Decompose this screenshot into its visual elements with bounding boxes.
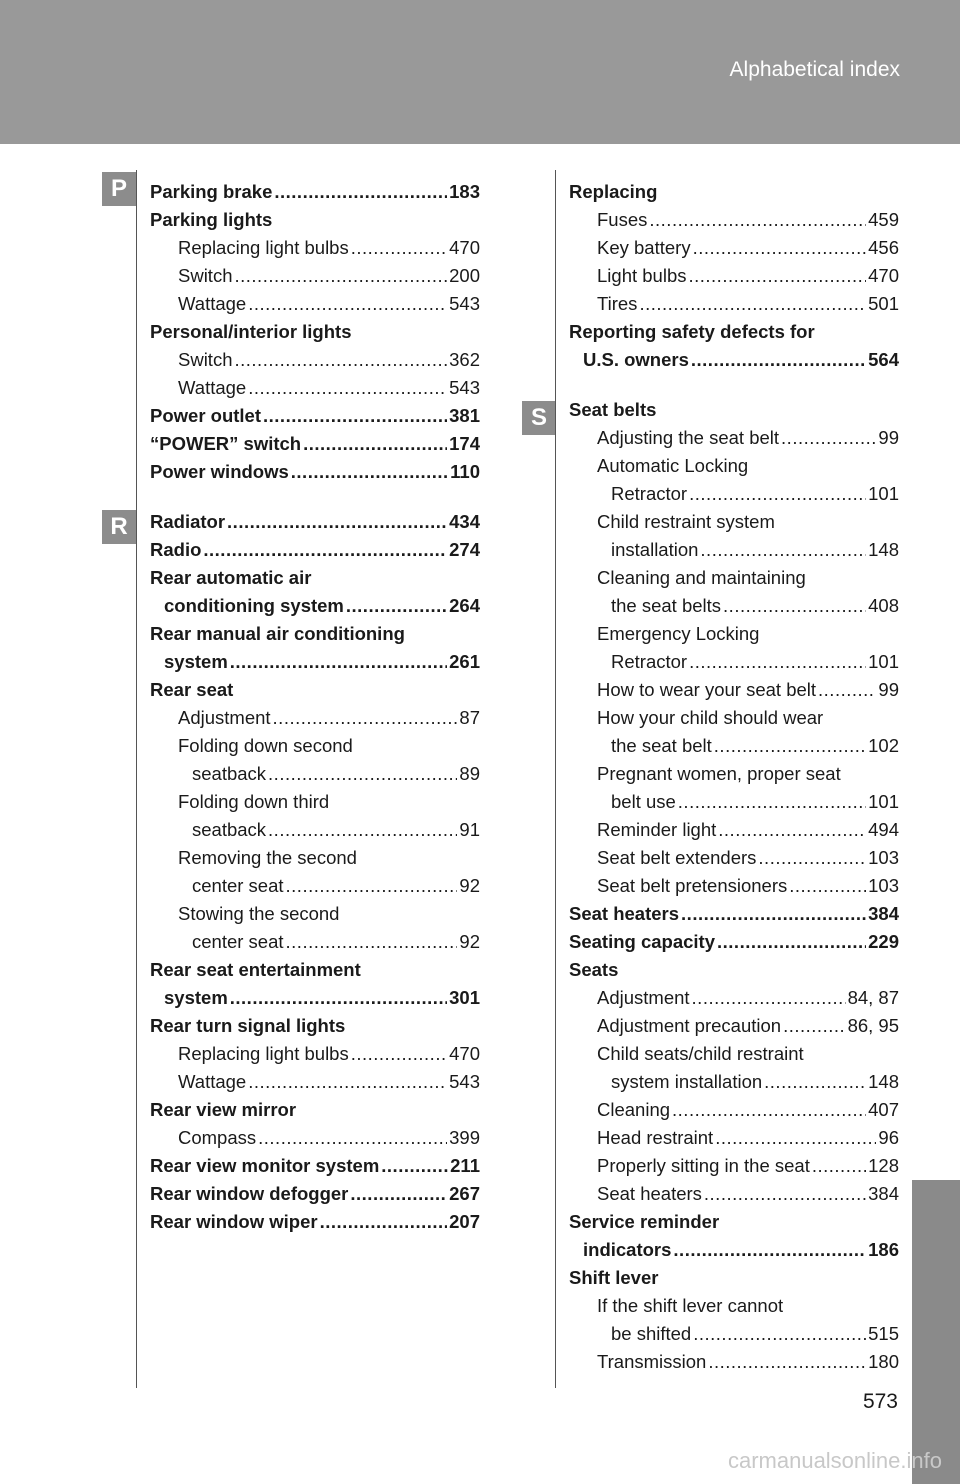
entry-page: 86, 95 [847,1015,899,1036]
leader-dots [649,206,866,234]
left-divider [136,170,137,1388]
entry-label: Replacing light bulbs [178,1043,349,1064]
index-entry [569,234,899,262]
entry-label: Transmission [597,1351,707,1372]
entry-page: 92 [459,875,480,896]
index-entry [150,984,480,1012]
index-entry [569,1152,899,1180]
entry-page: 261 [449,651,480,672]
entry-page: 89 [459,763,480,784]
leader-dots [818,676,876,704]
entry-label: Removing the second [178,847,357,868]
index-entry [569,206,899,234]
index-entry [569,1348,899,1376]
index-entry [150,262,480,290]
entry-label: Rear turn signal lights [150,1015,346,1036]
index-entry [569,262,899,290]
entry-label: How your child should wear [597,707,824,728]
entry-page: 267 [449,1183,480,1204]
index-column-left [150,178,480,1236]
entry-label: Head restraint [597,1127,714,1148]
index-entry [150,346,480,374]
leader-dots [672,1096,866,1124]
entry-label: Power windows [150,461,289,482]
index-entry [569,1180,899,1208]
entry-page: 92 [459,931,480,952]
leader-dots [268,760,457,788]
entry-label: Retractor [611,483,688,504]
entry-page: 384 [868,903,899,924]
entry-label: Seat belt pretensioners [597,875,788,896]
index-entry [569,290,899,318]
entry-page: 470 [868,265,899,286]
entry-label: belt use [611,791,676,812]
entry-page: 211 [450,1155,480,1176]
entry-label: Wattage [178,377,247,398]
index-entry [569,760,899,788]
entry-page: 110 [450,461,480,482]
leader-dots [248,1068,447,1096]
index-entry [569,620,899,648]
entry-label: Rear manual air conditioning [150,623,405,644]
entry-page: 174 [449,433,480,454]
index-entry [150,402,480,430]
leader-dots [263,402,447,430]
entry-label: be shifted [611,1323,692,1344]
leader-dots [286,928,458,956]
index-entry [569,508,899,536]
letter-tab-r: R [102,510,136,544]
index-entry [569,788,899,816]
index-entry [569,1320,899,1348]
entry-label: Emergency Locking [597,623,760,644]
leader-dots [693,1320,866,1348]
index-entry [569,704,899,732]
entry-page: 543 [449,1071,480,1092]
entry-label: Parking brake [150,181,273,202]
index-entry [569,424,899,452]
entry-label: Fuses [597,209,648,230]
index-entry [150,1068,480,1096]
entry-label: center seat [192,875,284,896]
entry-page: 434 [449,511,480,532]
entry-page: 564 [868,349,899,370]
index-entry [569,648,899,676]
entry-label: Key battery [597,237,691,258]
entry-label: How to wear your seat belt [597,679,817,700]
entry-page: 362 [449,349,480,370]
leader-dots [704,1180,866,1208]
leader-dots [235,346,448,374]
entry-page: 102 [868,735,899,756]
index-entry [150,676,480,704]
entry-page: 543 [449,377,480,398]
leader-dots [723,592,866,620]
leader-dots [718,816,866,844]
entry-label: Seat belts [569,399,657,420]
leader-dots [350,1180,447,1208]
leader-dots [715,1124,876,1152]
page-header [0,0,960,144]
entry-label: Adjusting the seat belt [597,427,780,448]
index-entry [150,872,480,900]
leader-dots [783,1012,845,1040]
entry-label: system [164,987,228,1008]
index-entry [569,592,899,620]
entry-page: 101 [868,483,899,504]
entry-page: 207 [449,1211,480,1232]
leader-dots [688,262,866,290]
index-entry [569,816,899,844]
entry-page: 84, 87 [847,987,899,1008]
leader-dots [689,480,866,508]
entry-page: 515 [868,1323,899,1344]
entry-page: 87 [459,707,480,728]
index-entry [569,346,899,374]
entry-page: 99 [878,427,899,448]
leader-dots [248,290,447,318]
entry-label: Radiator [150,511,226,532]
entry-page: 399 [449,1127,480,1148]
entry-page: 264 [449,595,480,616]
entry-page: 407 [868,1099,899,1120]
entry-label: Adjustment [178,707,271,728]
index-entry [150,1152,480,1180]
index-entry [569,1068,899,1096]
leader-dots [717,928,866,956]
index-entry [569,732,899,760]
entry-label: indicators [583,1239,672,1260]
leader-dots [381,1152,448,1180]
entry-label: Automatic Locking [597,455,749,476]
entry-page: 103 [868,875,899,896]
entry-page: 99 [878,679,899,700]
entry-label: Pregnant women, proper seat [597,763,841,784]
entry-label: Radio [150,539,202,560]
section-title: Alphabetical index [729,58,900,81]
leader-dots [764,1068,866,1096]
entry-label: Replacing [569,181,658,202]
entry-page: 128 [868,1155,899,1176]
leader-dots [230,648,447,676]
entry-label: Rear seat [150,679,234,700]
entry-label: Parking lights [150,209,273,230]
leader-dots [320,1208,448,1236]
leader-dots [812,1152,866,1180]
index-entry [150,234,480,262]
entry-label: Switch [178,265,233,286]
index-entry [569,1264,899,1292]
entry-label: Stowing the second [178,903,340,924]
leader-dots [692,984,846,1012]
index-entry [150,206,480,234]
entry-label: system [164,651,228,672]
index-entry [150,900,480,928]
leader-dots [781,424,876,452]
entry-label: Adjustment [597,987,690,1008]
index-entry [569,872,899,900]
leader-dots [258,1124,447,1152]
leader-dots [268,816,457,844]
index-entry [150,788,480,816]
entry-label: Child seats/child restraint [597,1043,804,1064]
entry-page: 470 [449,1043,480,1064]
leader-dots [351,234,447,262]
leader-dots [714,732,866,760]
entry-label: Rear window defogger [150,1183,349,1204]
index-entry [150,1208,480,1236]
entry-page: 183 [449,181,480,202]
index-entry [150,536,480,564]
entry-page: 103 [868,847,899,868]
leader-dots [758,844,866,872]
entry-label: Adjustment precaution [597,1015,782,1036]
leader-dots [639,290,866,318]
entry-label: Personal/interior lights [150,321,352,342]
index-entry [150,1180,480,1208]
entry-label: Shift lever [569,1267,659,1288]
entry-page: 301 [449,987,480,1008]
leader-dots [681,900,866,928]
entry-page: 384 [868,1183,899,1204]
leader-dots [789,872,866,900]
index-entry [150,1040,480,1068]
index-entry [150,956,480,984]
leader-dots [273,704,458,732]
index-entry [150,430,480,458]
index-entry [569,318,899,346]
entry-label: Light bulbs [597,265,687,286]
index-entry [569,452,899,480]
index-entry [150,458,480,486]
entry-page: 96 [878,1127,899,1148]
entry-label: the seat belt [611,735,712,756]
leader-dots [351,1040,447,1068]
index-entry [569,1236,899,1264]
entry-page: 470 [449,237,480,258]
index-entry [150,318,480,346]
leader-dots [303,430,447,458]
entry-label: Rear view monitor system [150,1155,380,1176]
index-entry [569,1208,899,1236]
entry-label: seatback [192,819,267,840]
leader-dots [230,984,447,1012]
index-entry [150,928,480,956]
entry-label: Service reminder [569,1211,720,1232]
letter-tab-s: S [522,401,556,435]
index-entry [150,592,480,620]
entry-label: Properly sitting in the seat [597,1155,810,1176]
index-entry [569,984,899,1012]
entry-label: Seat belt extenders [597,847,757,868]
index-entry [150,732,480,760]
entry-label: Cleaning and maintaining [597,567,806,588]
entry-page: 408 [868,595,899,616]
entry-label: the seat belts [611,595,722,616]
entry-page: 459 [868,209,899,230]
entry-label: Tires [597,293,638,314]
index-entry [150,1012,480,1040]
index-entry [569,1040,899,1068]
entry-label: conditioning system [164,595,344,616]
entry-page: 456 [868,237,899,258]
leader-dots [274,178,447,206]
entry-page: 186 [868,1239,899,1260]
entry-label: “POWER” switch [150,433,302,454]
entry-page: 381 [449,405,480,426]
leader-dots [203,536,447,564]
watermark: carmanualsonline.info [727,1448,942,1473]
leader-dots [693,234,867,262]
index-entry [150,374,480,402]
index-entry [569,900,899,928]
entry-page: 180 [868,1351,899,1372]
entry-label: If the shift lever cannot [597,1295,784,1316]
chapter-side-tab [912,1180,960,1484]
entry-label: Folding down third [178,791,330,812]
entry-label: Rear automatic air [150,567,312,588]
index-entry [569,844,899,872]
index-entry [569,564,899,592]
index-entry [569,1012,899,1040]
entry-label: Power outlet [150,405,262,426]
leader-dots [689,648,866,676]
leader-dots [673,1236,866,1264]
entry-label: Retractor [611,651,688,672]
index-entry [569,1292,899,1320]
entry-page: 101 [868,651,899,672]
leader-dots [708,1348,866,1376]
entry-page: 91 [459,819,480,840]
index-entry [150,508,480,536]
entry-label: Folding down second [178,735,353,756]
leader-dots [227,508,447,536]
index-entry [569,1096,899,1124]
index-entry [569,956,899,984]
leader-dots [248,374,447,402]
leader-dots [700,536,866,564]
entry-label: Rear view mirror [150,1099,297,1120]
leader-dots [235,262,448,290]
entry-page: 200 [449,265,480,286]
entry-label: Replacing light bulbs [178,237,349,258]
index-column-right [569,178,899,1376]
center-divider [555,170,556,1388]
entry-page: 274 [449,539,480,560]
entry-label: Compass [178,1127,257,1148]
leader-dots [346,592,447,620]
leader-dots [691,346,866,374]
entry-label: Child restraint system [597,511,775,532]
index-entry [569,396,899,424]
entry-label: Wattage [178,1071,247,1092]
leader-dots [291,458,448,486]
entry-page: 101 [868,791,899,812]
index-entry [150,1096,480,1124]
letter-tab-p: P [102,172,136,206]
entry-label: Rear window wiper [150,1211,318,1232]
entry-label: Seat heaters [569,903,680,924]
index-entry [150,178,480,206]
index-entry [150,704,480,732]
entry-page: 148 [868,539,899,560]
index-entry [150,760,480,788]
entry-label: Reporting safety defects for [569,321,815,342]
entry-label: Switch [178,349,233,370]
entry-page: 229 [868,931,899,952]
entry-label: Cleaning [597,1099,671,1120]
entry-page: 543 [449,293,480,314]
entry-label: installation [611,539,699,560]
index-entry [150,564,480,592]
index-entry [150,648,480,676]
index-entry [150,844,480,872]
entry-label: Seats [569,959,619,980]
index-entry [569,928,899,956]
entry-page: 494 [868,819,899,840]
entry-label: Rear seat entertainment [150,959,361,980]
entry-label: center seat [192,931,284,952]
entry-label: Seat heaters [597,1183,702,1204]
entry-label: seatback [192,763,267,784]
entry-label: U.S. owners [583,349,689,370]
index-entry [150,1124,480,1152]
leader-dots [678,788,866,816]
index-entry [569,1124,899,1152]
index-entry [569,480,899,508]
entry-label: Reminder light [597,819,717,840]
leader-dots [286,872,458,900]
index-entry [569,178,899,206]
page-number: 573 [862,1390,898,1413]
index-entry [150,290,480,318]
index-entry [150,816,480,844]
index-entry [569,676,899,704]
entry-label: Wattage [178,293,247,314]
index-entry [569,536,899,564]
entry-page: 501 [868,293,899,314]
index-entry [150,620,480,648]
entry-page: 148 [868,1071,899,1092]
entry-label: system installation [611,1071,763,1092]
entry-label: Seating capacity [569,931,716,952]
